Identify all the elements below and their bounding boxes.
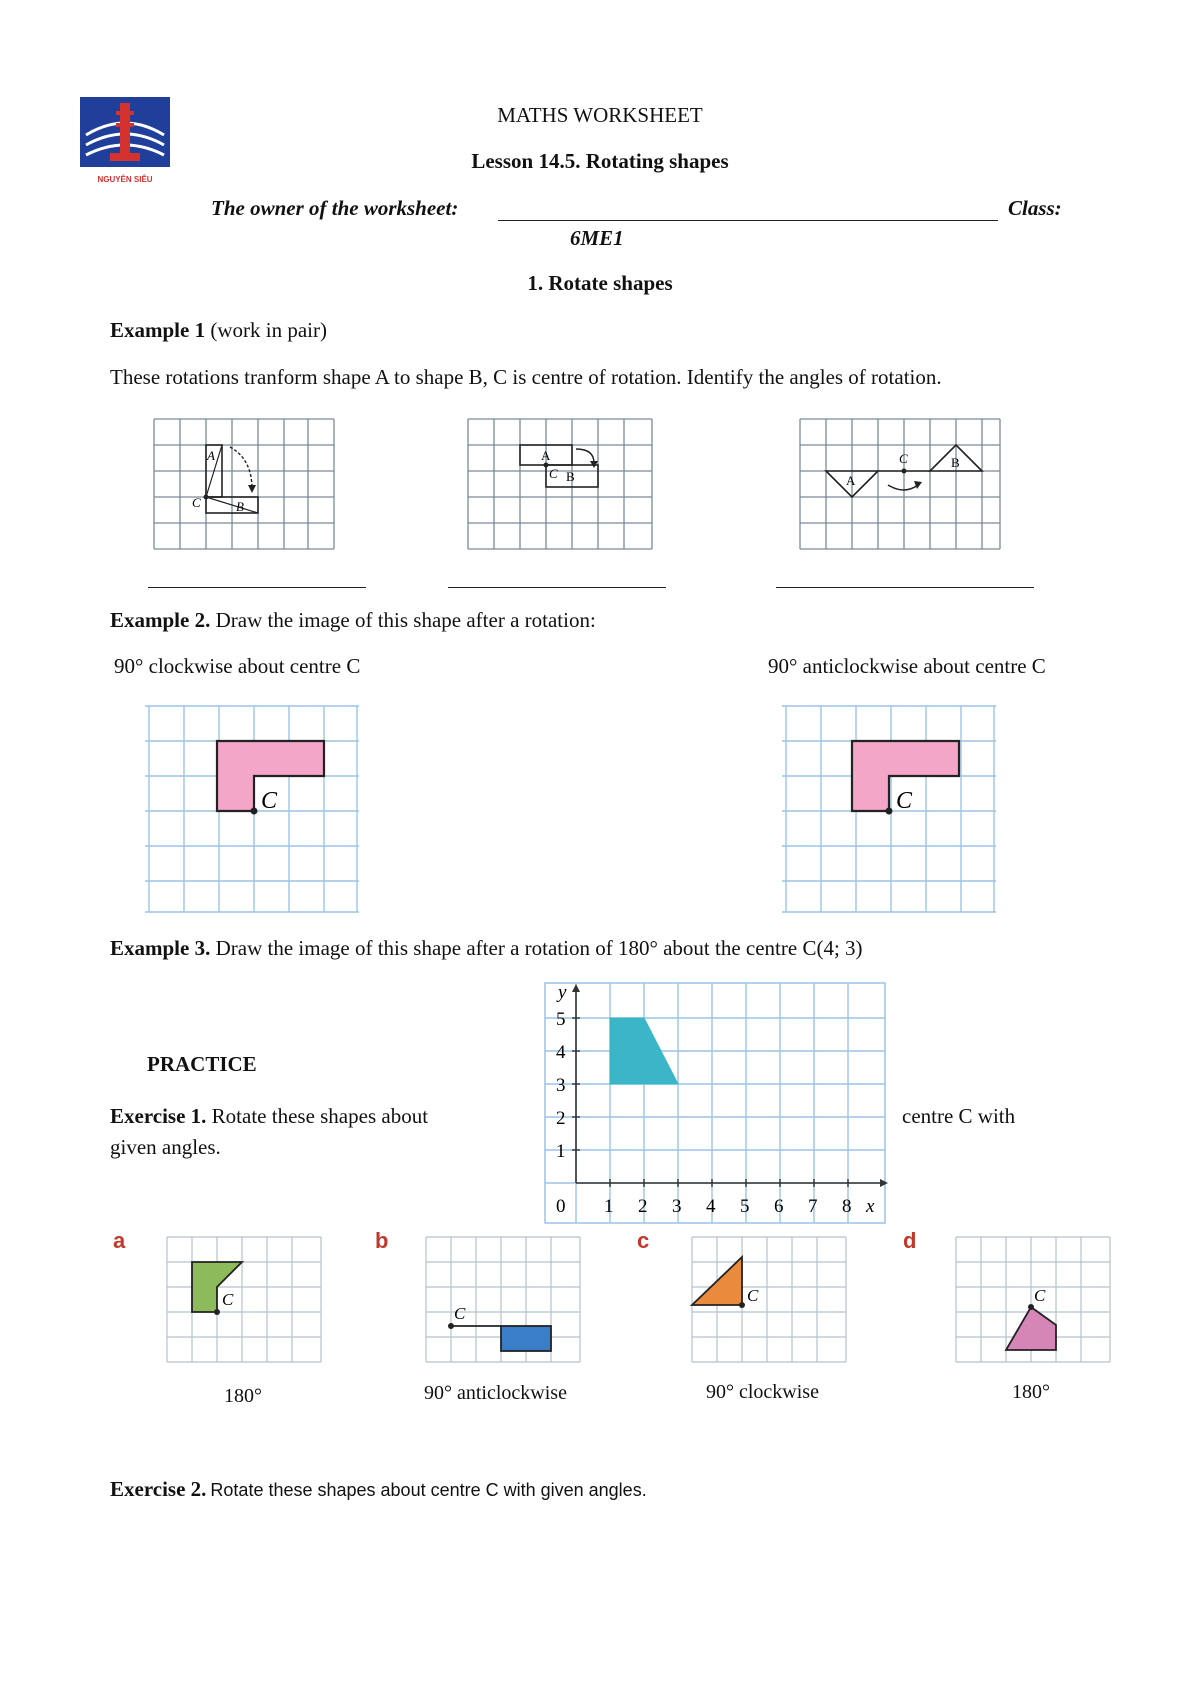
x-tick-label: 5: [740, 1196, 750, 1217]
fig3-label-b: B: [951, 455, 960, 470]
origin-label: 0: [556, 1196, 566, 1217]
example1-label: Example 1: [110, 318, 206, 342]
exercise1-grid-b: [424, 1235, 584, 1390]
exercise2-text: Rotate these shapes about centre C with given angles.: [210, 1480, 647, 1500]
exercise1-caption-c: 90° clockwise: [706, 1381, 819, 1403]
grid-d-centre-label: C: [1034, 1286, 1046, 1305]
answer-line-1[interactable]: [148, 587, 366, 588]
owner-name-field[interactable]: [498, 220, 998, 221]
worksheet-title: MATHS WORKSHEET: [497, 103, 703, 127]
x-tick-label: 3: [672, 1196, 682, 1217]
example2-label: Example 2.: [110, 608, 211, 632]
example2-right-caption: 90° anticlockwise about centre C: [768, 654, 1046, 678]
example1-heading: [110, 318, 327, 343]
example1-figure-3: [796, 415, 1006, 562]
x-tick-label: 1: [604, 1196, 614, 1217]
example3-heading: [110, 936, 863, 961]
example2-left-caption: 90° clockwise about centre C: [114, 654, 361, 678]
exercise1-grid-d: [954, 1235, 1114, 1390]
fig2-label-a: A: [541, 448, 551, 463]
example3-label: Example 3.: [110, 936, 211, 960]
fig1-label-a: A: [207, 448, 215, 463]
y-tick-label: 5: [556, 1009, 566, 1030]
owner-label: The owner of the worksheet:: [211, 196, 459, 220]
x-tick-label: 7: [808, 1196, 818, 1217]
exercise1-caption-b: 90° anticlockwise: [424, 1382, 567, 1404]
y-axis-label: y: [558, 982, 567, 1003]
coordinate-grid: [544, 982, 888, 1231]
exercise1-text-after: centre C with: [902, 1104, 1016, 1128]
class-label: Class:: [1008, 196, 1062, 220]
fig2-label-b: B: [566, 469, 575, 484]
practice-title: PRACTICE: [147, 1052, 257, 1076]
fig1-label-b: B: [236, 499, 244, 514]
example2-left-grid: [145, 704, 361, 919]
exercise1-grid-a: [165, 1235, 325, 1390]
example2-heading: [110, 608, 596, 633]
exercise1-line1: [110, 1104, 428, 1129]
exercise1-letter-b: b: [375, 1228, 389, 1253]
x-tick-label: 4: [706, 1196, 716, 1217]
answer-line-2[interactable]: [448, 587, 666, 588]
exercise2-heading: [110, 1477, 647, 1502]
exercise1-caption-a: 180°: [224, 1385, 262, 1407]
example1-figure-1: [148, 415, 340, 562]
exercise1-letter-d: d: [903, 1228, 917, 1253]
fig3-label-c: C: [899, 451, 908, 466]
exercise1-letter-c: c: [637, 1228, 650, 1253]
exercise1-grid-c: [690, 1235, 850, 1390]
y-tick-label: 2: [556, 1108, 566, 1129]
grid-a-centre-label: C: [222, 1290, 234, 1309]
x-tick-label: 2: [638, 1196, 648, 1217]
example3-text: Draw the image of this shape after a rotation of 180° about the centre C(4; 3): [215, 936, 863, 960]
x-tick-label: 6: [774, 1196, 784, 1217]
example2-right-grid: [782, 704, 998, 919]
exercise1-caption-d: 180°: [1012, 1381, 1050, 1403]
x-axis-label: x: [866, 1196, 875, 1217]
y-tick-label: 3: [556, 1075, 566, 1096]
answer-line-3[interactable]: [776, 587, 1034, 588]
x-tick-label: 8: [842, 1196, 852, 1217]
fig3-label-a: A: [846, 473, 856, 488]
exercise2-label: Exercise 2.: [110, 1477, 207, 1501]
example1-figure-2: [462, 415, 658, 562]
fig2-label-c: C: [549, 466, 558, 481]
example1-note: (work in pair): [210, 318, 327, 342]
grid-b-centre-label: C: [454, 1304, 466, 1323]
class-value: 6ME1: [570, 226, 624, 250]
example2-left-centre-label: C: [261, 788, 278, 814]
example2-right-centre-label: C: [896, 788, 913, 814]
lesson-title: Lesson 14.5. Rotating shapes: [471, 149, 729, 173]
exercise1-label: Exercise 1.: [110, 1104, 207, 1128]
exercise1-text-line2: given angles.: [110, 1135, 221, 1159]
fig1-label-c: C: [192, 495, 201, 510]
section-title: 1. Rotate shapes: [527, 271, 673, 295]
exercise1-text-before: Rotate these shapes about: [211, 1104, 429, 1128]
example2-text: Draw the image of this shape after a rotation:: [215, 608, 596, 632]
grid-c-centre-label: C: [747, 1286, 759, 1305]
y-tick-label: 4: [556, 1042, 566, 1063]
example1-text: These rotations tranform shape A to shape B, C is centre of rotation. Identify the angles of rotation.: [110, 365, 942, 389]
exercise1-letter-a: a: [113, 1228, 126, 1253]
logo-text: NGUYỄN SIÊU: [97, 175, 153, 184]
y-tick-label: 1: [556, 1141, 566, 1162]
